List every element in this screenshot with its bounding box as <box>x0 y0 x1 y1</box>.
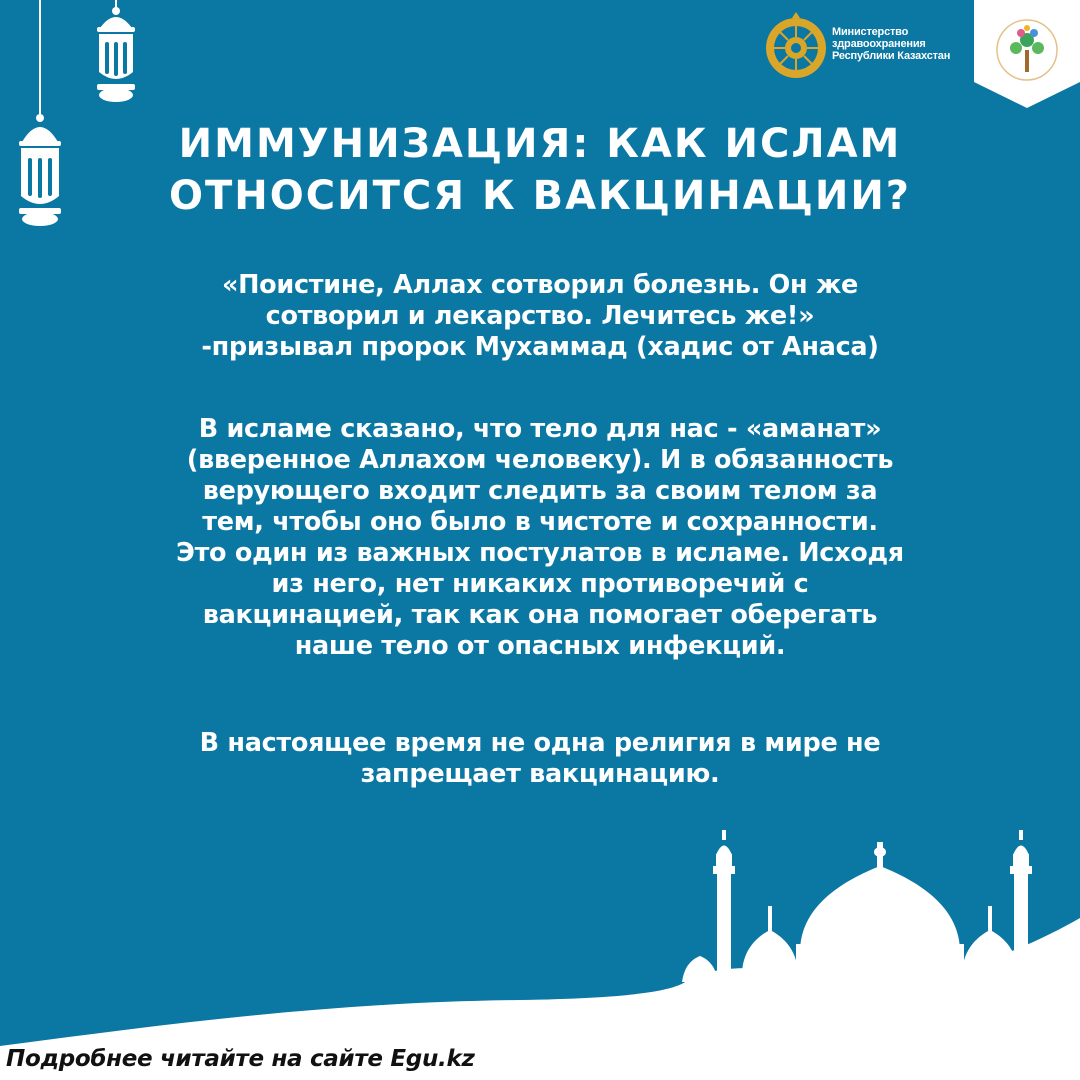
title-line: ОТНОСИТСЯ К ВАКЦИНАЦИИ? <box>168 173 911 219</box>
footer-website-link[interactable]: Подробнее читайте на сайте Egu.kz <box>6 1046 475 1072</box>
quote-line: -призывал пророк Мухаммад (хадис от Анаса) <box>201 332 879 362</box>
body-paragraph-religion <box>60 728 1020 790</box>
page-title <box>90 118 990 222</box>
body-line: верующего входит следить за своим телом за <box>202 476 878 506</box>
quote-line: сотворил и лекарство. Лечитесь же!» <box>265 301 815 331</box>
ministry-logo <box>764 12 970 82</box>
body-line: (вверенное Аллахом человеку). И в обязанность <box>186 445 894 475</box>
ministry-line: Республики Казахстан <box>832 50 951 62</box>
body-line: из него, нет никаких противоречий с <box>271 569 809 599</box>
body-paragraph-amanat <box>60 414 1020 662</box>
body-line: вакцинацией, так как она помогает оберегать <box>202 600 878 630</box>
body-line: наше тело от опасных инфекций. <box>294 631 786 661</box>
body-line: тем, чтобы оно было в чистоте и сохранности. <box>202 507 878 537</box>
body-line: В исламе сказано, что тело для нас - «аманат» <box>198 414 882 444</box>
body-line: Это один из важных постулатов в исламе. Исходя <box>176 538 904 568</box>
ministry-line: Министерство <box>832 26 909 38</box>
tree-icon <box>1025 50 1029 72</box>
organization-badge-logo <box>974 0 1080 108</box>
hadith-quote <box>60 270 1020 363</box>
title-line: ИММУНИЗАЦИЯ: КАК ИСЛАМ <box>178 121 902 167</box>
kazakhstan-emblem-icon <box>764 12 828 82</box>
ministry-name <box>832 26 950 62</box>
ministry-line: здравоохранения <box>832 38 926 50</box>
body-line: В настоящее время не одна религия в мире не <box>199 728 881 758</box>
body-line: запрещает вакцинацию. <box>360 759 720 789</box>
quote-line: «Поистине, Аллах сотворил болезнь. Он же <box>221 270 859 300</box>
